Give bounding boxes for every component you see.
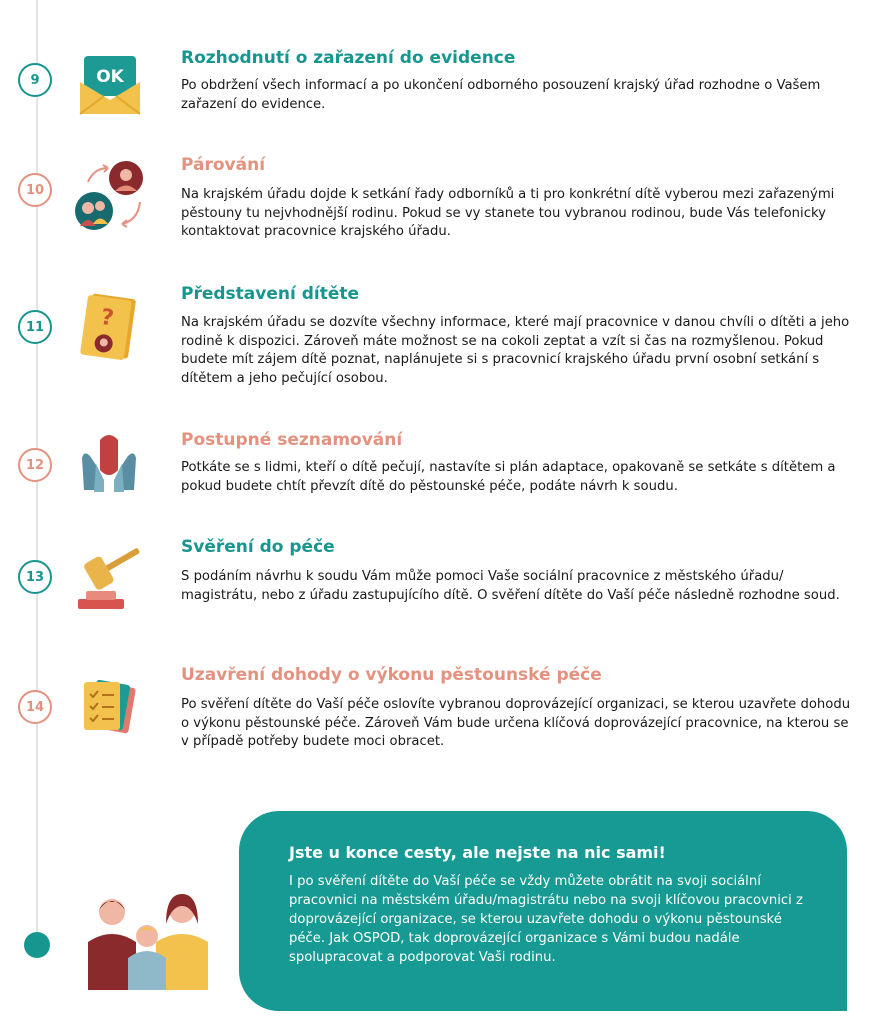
step-number-badge: 9 (18, 63, 52, 97)
svg-text:?: ? (99, 304, 116, 332)
family-icon (80, 890, 215, 990)
holding-hands-icon (74, 428, 144, 498)
step-title: Rozhodnutí o zařazení do evidence (181, 48, 516, 68)
child-question-card-icon (74, 292, 144, 362)
step-title: Svěření do péče (181, 537, 335, 557)
step-number-badge: 14 (18, 690, 52, 724)
step-number-badge: 10 (18, 173, 52, 207)
step-number-badge: 12 (18, 448, 52, 482)
step-number-badge: 11 (18, 310, 52, 344)
step-title: Uzavření dohody o výkonu pěstounské péče (181, 665, 602, 685)
gavel-icon (74, 545, 150, 615)
envelope-ok-icon (74, 48, 144, 118)
svg-text:OK: OK (96, 67, 124, 87)
closing-title: Jste u konce cesty, ale nejste na nic sami! (289, 843, 666, 862)
timeline-end-dot (24, 932, 50, 958)
step-title: Párování (181, 155, 266, 175)
step-description: Na krajském úřadu se dozvíte všechny informace, které mají pracovnice v danou chvíli o dítěti a jeho rodině k dispozici. Zároveň máte možnost se na cokoli zeptat a vzít si čas na rozmyšlenou. Pokud budete mít zájem dítě poznat, naplánujete si s pracovnicí krajského úřadu první osobní setkání s dítětem a jeho pečující osobou. (181, 315, 850, 386)
step-description: S podáním návrhu k soudu Vám může pomoci Vaše sociální pracovnice z městského úřadu/ magistrátu, nebo z úřadu zastupujícího dítě. O svěření dítěte do Vaší péče následně rozhodne soud. (181, 569, 840, 603)
closing-message-box (239, 811, 847, 1011)
step-title: Postupné seznamování (181, 430, 403, 450)
step-number-badge: 13 (18, 560, 52, 594)
step-description: Na krajském úřadu dojde k setkání řady odborníků a ti pro konkrétní dítě vyberou mezi zařazenými pěstouny tu nejvhodnější rodinu. Pokud se vy stanete tou vybranou rodinou, bude Vás telefonicky kontaktovat pracovnice krajského úřadu. (181, 187, 835, 239)
step-description: Po obdržení všech informací a po ukončení odborného posouzení krajský úřad rozhodne o Vašem zařazení do evidence. (181, 78, 821, 112)
checklist-documents-icon (74, 674, 144, 744)
step-title: Představení dítěte (181, 284, 360, 304)
step-description: Po svěření dítěte do Vaší péče oslovíte vybranou doprovázející organizaci, se kterou uzavřete dohodu o výkonu pěstounské péče. Zároveň Vám bude určena klíčová doprovázející pracovnice, na kterou se v případě potřeby budete moci obracet. (181, 697, 851, 749)
closing-text: I po svěření dítěte do Vaší péče se vždy můžete obrátit na svoji sociální pracovnici na městském úřadu/magistrátu nebo na svoji klíčovou pracovnici z doprovázející organizace, se kterou uzavřete dohodu o výkonu pěstounské péče. Jak OSPOD, tak doprovázející organizace s Vámi budou nadále spolupracovat a podporovat Vaši rodinu. (289, 874, 803, 965)
matching-people-icon (74, 158, 148, 234)
step-description: Potkáte se s lidmi, kteří o dítě pečují, nastavíte si plán adaptace, opakovaně se setkáte s dítětem a pokud budete chtít převzít dítě do pěstounské péče, podáte návrh k soudu. (181, 460, 836, 494)
